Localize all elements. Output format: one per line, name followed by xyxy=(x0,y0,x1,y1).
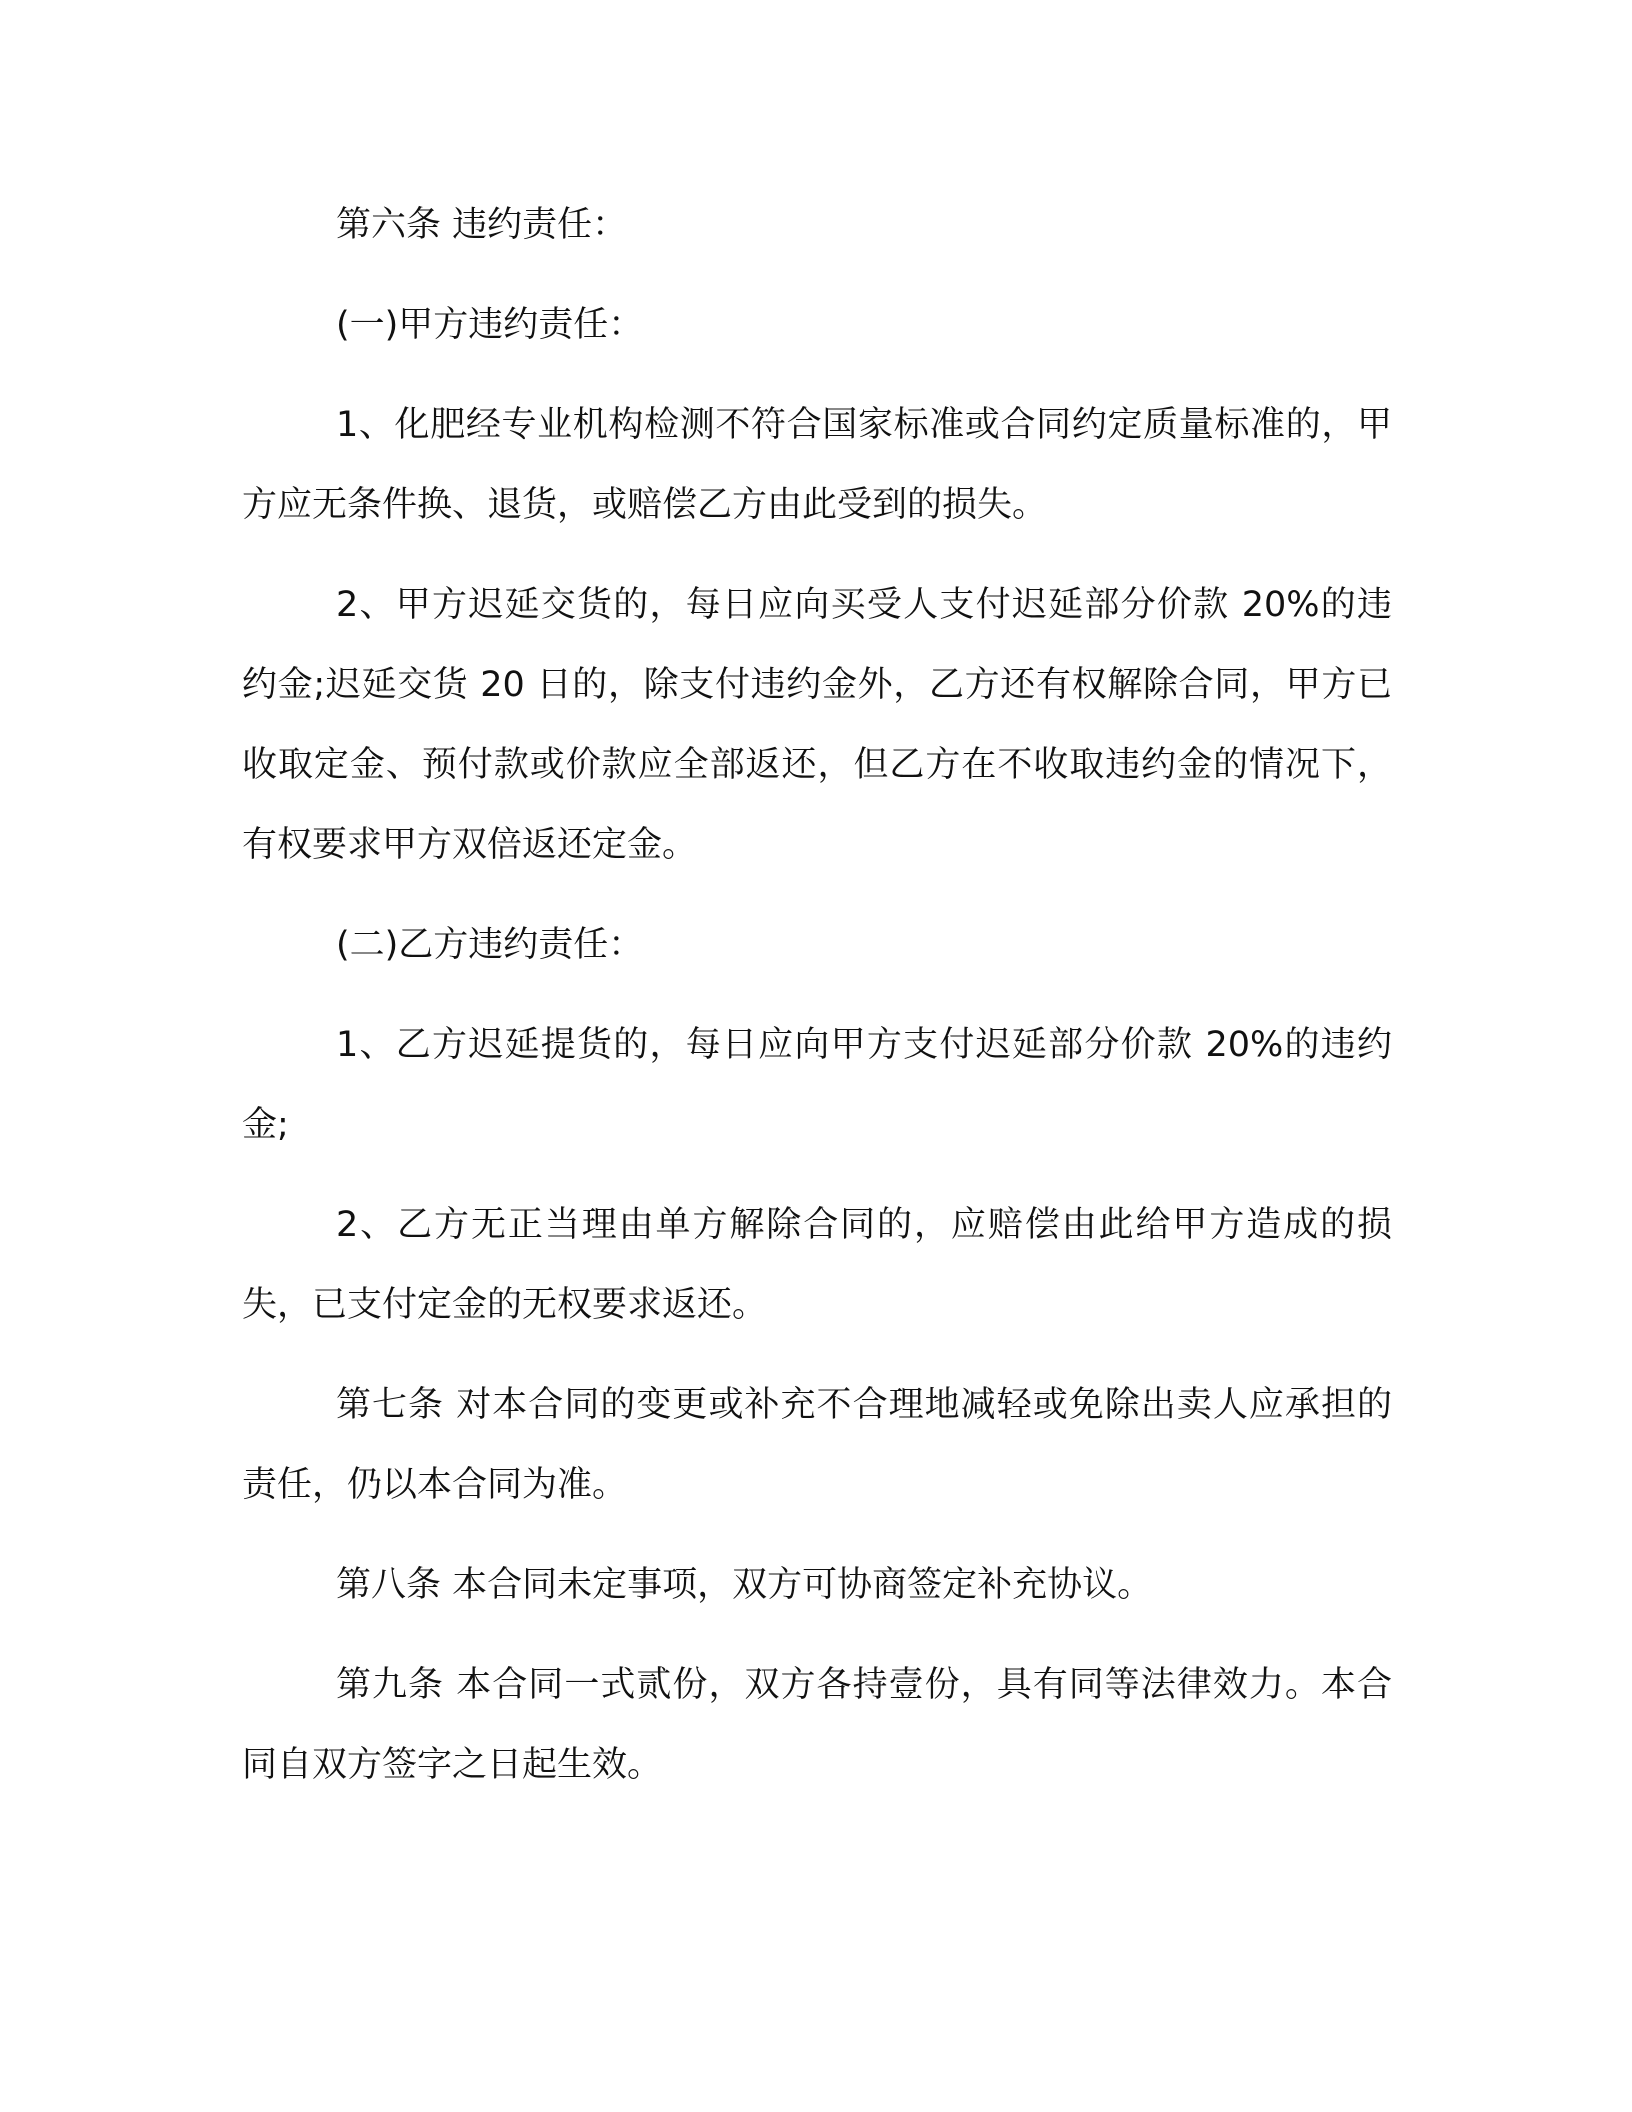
party-b-liability-heading: (二)乙方违约责任： xyxy=(336,925,644,965)
party-a-clause-1: 1、化肥经专业机构检测不符合国家标准或合同约定质量标准的，甲方应无条件换、退货，或赔偿乙方由此受到的损失。 xyxy=(242,405,1392,525)
article-8: 第八条 本合同未定事项，双方可协商签定补充协议。 xyxy=(336,1565,1153,1605)
party-a-liability-heading: (一)甲方违约责任： xyxy=(336,305,644,345)
party-b-clause-2: 2、乙方无正当理由单方解除合同的，应赔偿由此给甲方造成的损失，已支付定金的无权要求返还。 xyxy=(242,1205,1392,1325)
article-7: 第七条 对本合同的变更或补充不合理地减轻或免除出卖人应承担的责任，仍以本合同为准。 xyxy=(242,1385,1392,1505)
party-a-clause-2: 2、甲方迟延交货的，每日应向买受人支付迟延部分价款 20%的违约金;迟延交货 20 日的，除支付违约金外，乙方还有权解除合同，甲方已收取定金、预付款或价款应全部返还，但乙方在不收取违约金的情况下，有权要求甲方双倍返还定金。 xyxy=(242,585,1392,865)
document-body xyxy=(242,185,1392,1825)
article-9: 第九条 本合同一式贰份，双方各持壹份，具有同等法律效力。本合同自双方签字之日起生效。 xyxy=(242,1665,1392,1785)
party-b-clause-1: 1、乙方迟延提货的，每日应向甲方支付迟延部分价款 20%的违约金; xyxy=(242,1025,1392,1145)
article-6-heading: 第六条 违约责任： xyxy=(336,205,628,245)
